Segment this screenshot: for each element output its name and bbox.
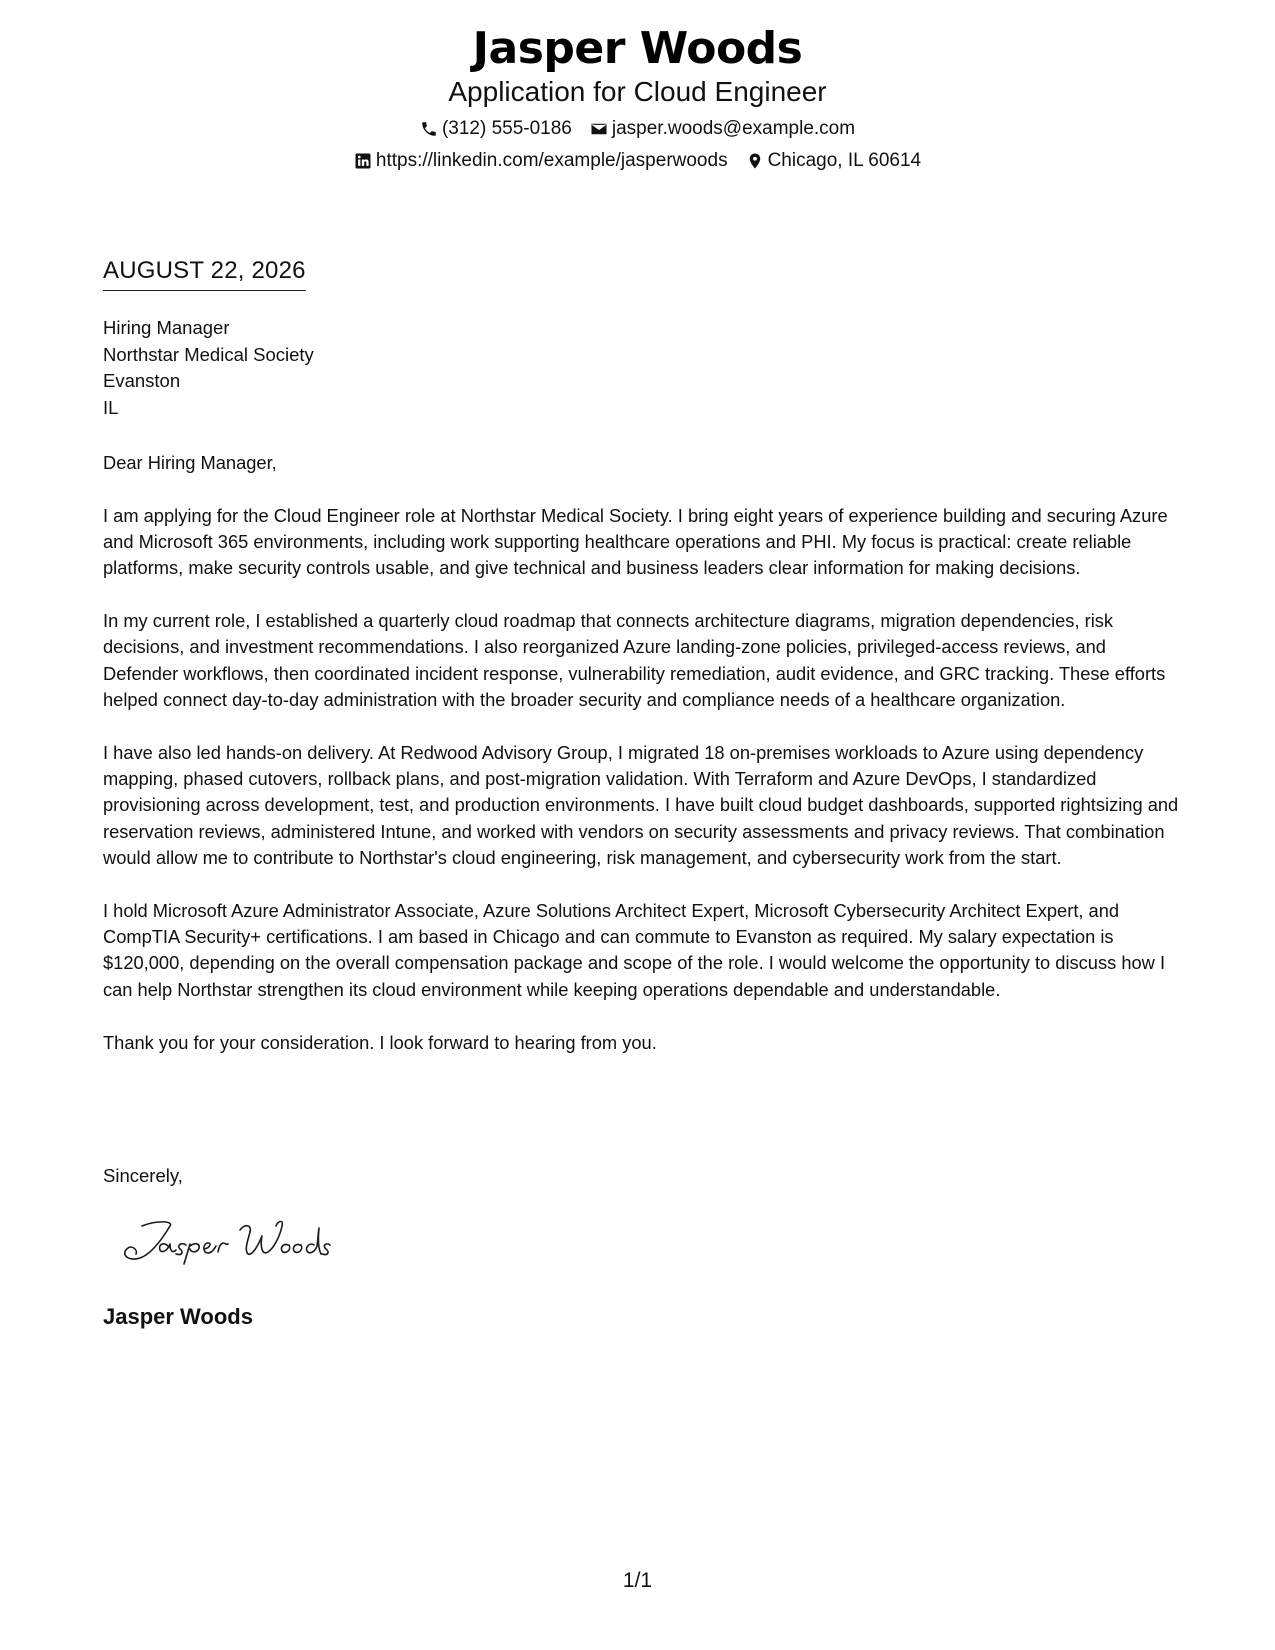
salutation: Dear Hiring Manager,: [103, 452, 277, 473]
phone-text: (312) 555-0186: [441, 118, 572, 139]
closing: Sincerely,: [103, 1165, 183, 1186]
application-title: Application for Cloud Engineer: [448, 76, 827, 107]
handwritten-signature: [112, 1212, 352, 1268]
location-text: Chicago, IL 60614: [767, 150, 922, 171]
linkedin-icon: [354, 152, 372, 170]
letter-body: [103, 450, 1183, 1082]
letter-date-block: [103, 256, 306, 291]
page-number: 1/1: [622, 1569, 653, 1592]
contact-email[interactable]: [590, 117, 855, 141]
letter-date: AUGUST 22, 2026: [103, 256, 306, 291]
body-paragraph: Thank you for your consideration. I look forward to hearing from you.: [103, 1031, 657, 1053]
contact-phone: [420, 117, 572, 141]
recipient-line: Evanston: [103, 370, 181, 391]
signed-name: Jasper Woods: [103, 1304, 253, 1329]
recipient-address: [103, 315, 314, 421]
envelope-icon: [590, 120, 608, 138]
body-paragraph: In my current role, I established a quarterly cloud roadmap that connects architecture diagrams, migration dependencies, risk decisions, and investment recommendations. I also reorganized Azure landing-zone policies, privileged-access reviews, and Defender workflows, then coordinated incident response, vulnerability remediation, audit evidence, and GRC tracking. These efforts helped connect day-to-day administration with the broader security and compliance needs of a healthcare organization.: [103, 610, 1166, 711]
body-paragraph: I have also led hands-on delivery. At Redwood Advisory Group, I migrated 18 on-premises workloads to Azure using dependency mapping, phased cutovers, rollback plans, and post-migration validation. With Terraform and Azure DevOps, I standardized provisioning across development, test, and production environments. I have built cloud budget dashboards, supported rightsizing and reservation reviews, administered Intune, and worked with vendors on security assessments and privacy reviews. That combination would allow me to contribute to Northstar's cloud engineering, risk management, and cybersecurity work from the start.: [103, 741, 1179, 869]
contact-linkedin[interactable]: [354, 149, 728, 173]
body-paragraph: I am applying for the Cloud Engineer role at Northstar Medical Society. I bring eight years of experience building and securing Azure and Microsoft 365 environments, including work supporting healthcare operations and PHI. My focus is practical: create reliable platforms, make security controls usable, and give technical and business leaders clear information for making decisions.: [103, 504, 1168, 579]
email-text[interactable]: jasper.woods@example.com: [611, 118, 856, 139]
phone-icon: [420, 120, 438, 138]
recipient-line: IL: [103, 396, 119, 418]
map-pin-icon: [746, 152, 764, 170]
contact-location: [746, 149, 922, 173]
contact-row-secondary: [0, 149, 1275, 173]
recipient-line: Northstar Medical Society: [103, 343, 314, 365]
body-paragraph: I hold Microsoft Azure Administrator Associate, Azure Solutions Architect Expert, Microsoft Cybersecurity Architect Expert, and CompTIA Security+ certifications. I am based in Chicago and can commute to Evanston as required. My salary expectation is $120,000, depending on the overall compensation package and scope of the role. I would welcome the opportunity to discuss how I can help Northstar strengthen its cloud environment while keeping operations dependable and understandable.: [103, 899, 1166, 1000]
linkedin-text[interactable]: https://linkedin.com/example/jasperwoods: [375, 150, 728, 171]
letter-header: [0, 20, 1275, 173]
applicant-name: Jasper Woods: [472, 23, 803, 74]
recipient-line: Hiring Manager: [103, 317, 230, 338]
contact-row-primary: [0, 117, 1275, 141]
